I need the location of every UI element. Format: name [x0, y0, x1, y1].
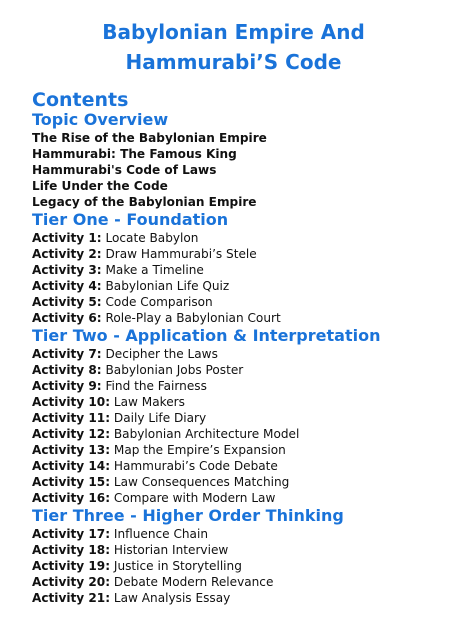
activity-label: Activity 1: [32, 231, 102, 245]
activity-label: Activity 6: [32, 311, 102, 325]
activity-title: Justice in Storytelling [113, 559, 242, 573]
activity-title: Role-Play a Babylonian Court [105, 311, 281, 325]
activity-item [32, 394, 457, 410]
topic-title: The Rise of the Babylonian Empire [32, 131, 267, 145]
activity-title: Law Makers [113, 395, 185, 409]
activity-label: Activity 18: [32, 543, 111, 557]
activity-item [32, 294, 457, 310]
activity-item [32, 410, 457, 426]
activity-title: Draw Hammurabi’s Stele [105, 247, 257, 261]
activity-label: Activity 3: [32, 263, 102, 277]
section-heading: Tier Two - Application & Interpretation [32, 326, 381, 345]
activity-item [32, 526, 457, 542]
topic-item [32, 162, 457, 178]
section-heading: Tier One - Foundation [32, 210, 229, 229]
activity-label: Activity 12: [32, 427, 111, 441]
activity-item [32, 558, 457, 574]
topic-title: Legacy of the Babylonian Empire [32, 195, 257, 209]
activity-label: Activity 8: [32, 363, 102, 377]
activity-title: Law Consequences Matching [113, 475, 290, 489]
activity-item [32, 542, 457, 558]
activity-title: Make a Timeline [105, 263, 204, 277]
activity-item [32, 346, 457, 362]
activity-item [32, 590, 457, 606]
section-heading: Topic Overview [32, 110, 169, 129]
activity-item [32, 378, 457, 394]
activity-title: Historian Interview [113, 543, 229, 557]
activity-label: Activity 2: [32, 247, 102, 261]
topic-title: Life Under the Code [32, 179, 168, 193]
activity-title: Find the Fairness [105, 379, 207, 393]
activity-label: Activity 20: [32, 575, 111, 589]
activity-item [32, 474, 457, 490]
activity-label: Activity 11: [32, 411, 111, 425]
activity-title: Influence Chain [113, 527, 208, 541]
activity-title: Debate Modern Relevance [113, 575, 274, 589]
activity-label: Activity 7: [32, 347, 102, 361]
activity-label: Activity 19: [32, 559, 111, 573]
activity-label: Activity 16: [32, 491, 111, 505]
section-heading: Tier Three - Higher Order Thinking [32, 506, 344, 525]
activity-title: Daily Life Diary [113, 411, 207, 425]
activity-item [32, 310, 457, 326]
activity-label: Activity 15: [32, 475, 111, 489]
activity-label: Activity 17: [32, 527, 111, 541]
activity-label: Activity 21: [32, 591, 111, 605]
activity-item [32, 262, 457, 278]
activity-item [32, 426, 457, 442]
activity-title: Babylonian Life Quiz [105, 279, 230, 293]
activity-title: Decipher the Laws [105, 347, 218, 361]
activity-label: Activity 14: [32, 459, 111, 473]
topic-item [32, 130, 457, 146]
activity-label: Activity 4: [32, 279, 102, 293]
contents-heading: Contents [32, 89, 129, 111]
activity-title: Compare with Modern Law [113, 491, 276, 505]
activity-title: Locate Babylon [105, 231, 199, 245]
activity-item [32, 442, 457, 458]
topic-title: Hammurabi: The Famous King [32, 147, 237, 161]
activity-item [32, 278, 457, 294]
activity-label: Activity 5: [32, 295, 102, 309]
table-of-contents [32, 110, 457, 606]
activity-title: Babylonian Architecture Model [113, 427, 300, 441]
document-title-line-1: Babylonian Empire And [102, 20, 365, 44]
activity-label: Activity 13: [32, 443, 111, 457]
activity-label: Activity 10: [32, 395, 111, 409]
activity-title: Code Comparison [105, 295, 213, 309]
topic-title: Hammurabi's Code of Laws [32, 163, 217, 177]
activity-title: Babylonian Jobs Poster [105, 363, 244, 377]
activity-title: Map the Empire’s Expansion [113, 443, 286, 457]
document-title-line-2: Hammurabi’S Code [125, 50, 342, 74]
activity-item [32, 230, 457, 246]
activity-item [32, 246, 457, 262]
topic-item [32, 178, 457, 194]
topic-item [32, 194, 457, 210]
activity-title: Law Analysis Essay [113, 591, 231, 605]
activity-item [32, 458, 457, 474]
topic-item [32, 146, 457, 162]
activity-label: Activity 9: [32, 379, 102, 393]
activity-title: Hammurabi’s Code Debate [113, 459, 278, 473]
activity-item [32, 490, 457, 506]
activity-item [32, 362, 457, 378]
activity-item [32, 574, 457, 590]
